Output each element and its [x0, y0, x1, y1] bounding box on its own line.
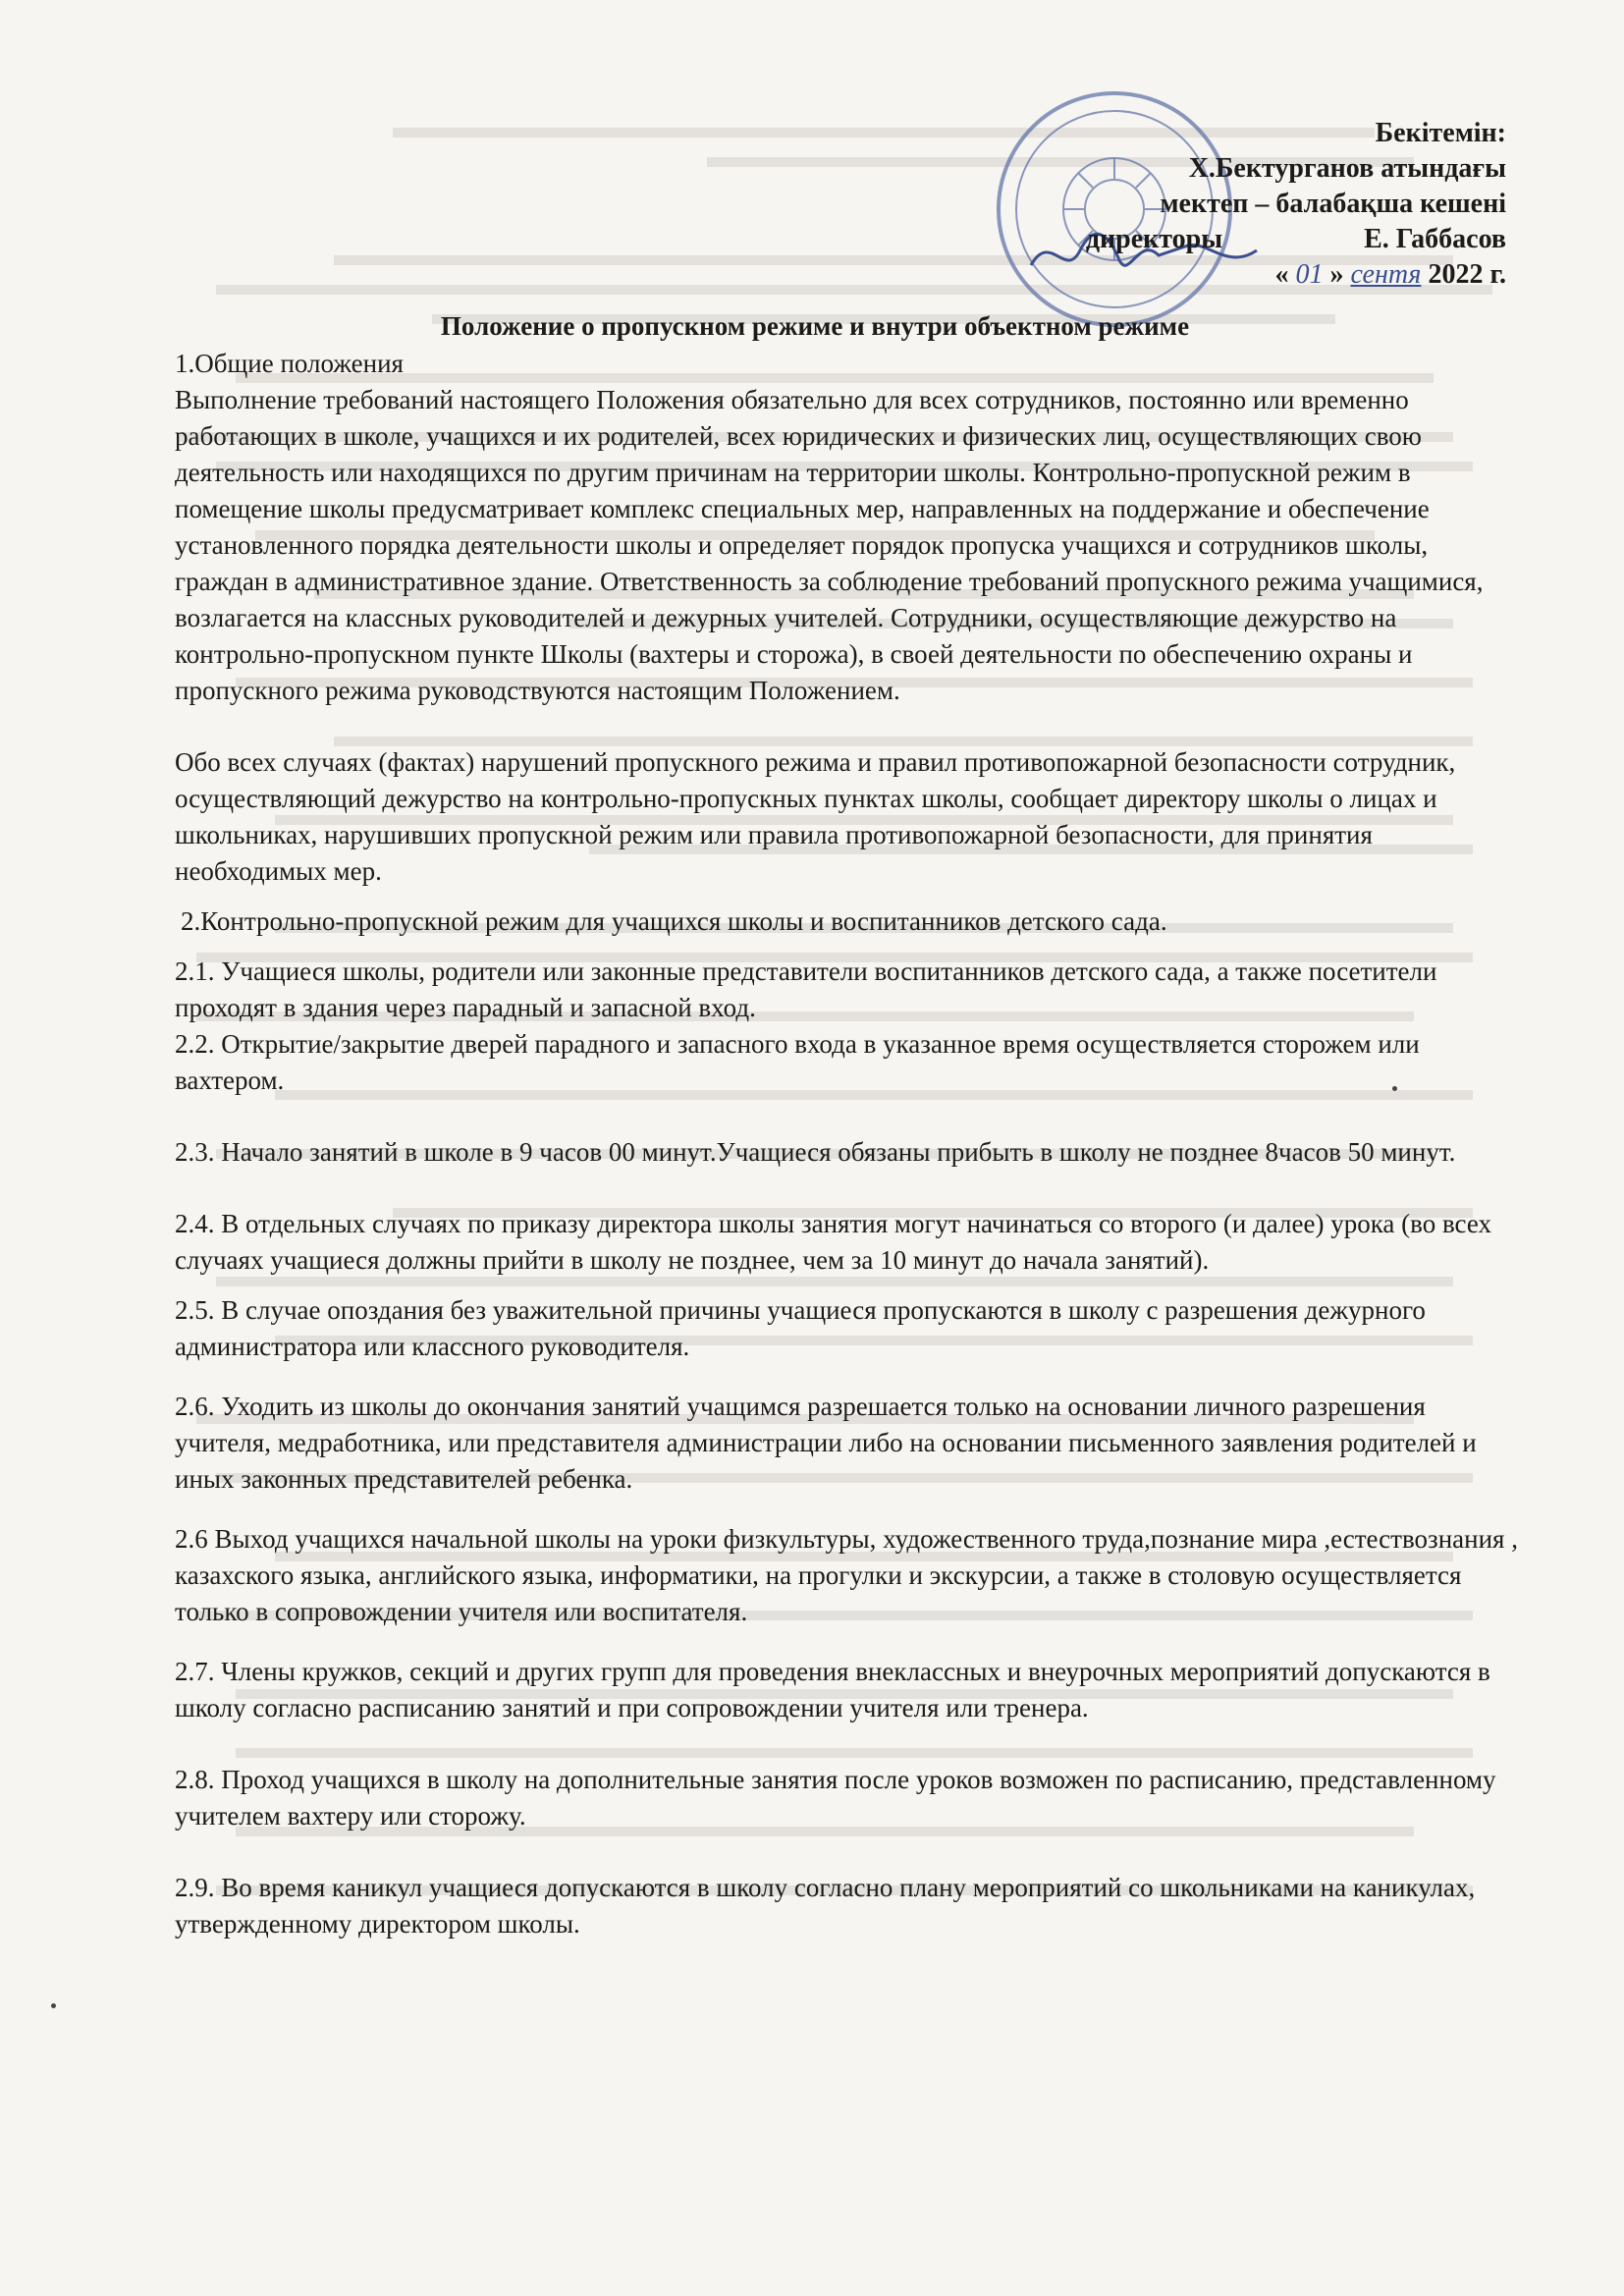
approval-director-line: [976, 222, 1506, 257]
section-2-item: 2.6. Уходить из школы до окончания занятий учащимся разрешается только на основании личного разрешения учителя, медработника, или представителя администрации либо на основании письменного заявления родителей и иных законных представителей ребенка.: [175, 1392, 1477, 1494]
document-title: Положение о пропускном режиме и внутри объектном режиме: [440, 311, 1190, 341]
approval-date-month: сентя: [1350, 259, 1422, 290]
section-2-item: 2.8. Проход учащихся в школу на дополнительные занятия после уроков возможен по расписанию, представленному учителем вахтеру или сторожу.: [175, 1765, 1496, 1831]
approval-school-name: Х.Бектурганов атындағы: [1188, 153, 1506, 184]
section-2-item: 2.6 Выход учащихся начальной школы на уроки физкультуры, художественного труда,познание мира ,естествознания , казахского языка, английского языка, информатики, на прогулки и экскурсии, а также в столовую осуществляется только в сопровождении учителя или воспитателя.: [175, 1524, 1518, 1626]
section-1-heading: 1.Общие положения: [175, 349, 404, 378]
approval-date-day: 01: [1295, 259, 1324, 290]
approval-block: [976, 116, 1506, 293]
section-2-item: 2.2. Открытие/закрытие дверей парадного и запасного входа в указанное время осуществляется сторожем или вахтером.: [175, 1029, 1420, 1095]
scan-speck: [51, 2003, 56, 2008]
section-2-item: 2.9. Во время каникул учащиеся допускаются в школу согласно плану мероприятий со школьниками на каникулах, утвержденному директором школы.: [175, 1873, 1476, 1939]
section-1-paragraph-1: Выполнение требований настоящего Положения обязательно для всех сотрудников, постоянно или временно работающих в школе, учащихся и их родителей, всех юридических и физических лиц, осуществляющих свою деятельность или находящихся по другим причинам на территории школы. Контрольно-пропускной режим в помещение школы предусматривает комплекс специальных мер, направленных на поддержание и обеспечение установленного порядка деятельности школы и определяет порядок пропуска учащихся и сотрудников школы, граждан в административное здание. Ответственность за соблюдение требований пропускного режима учащимися, возлагается на классных руководителей и дежурных учителей. Сотрудники, осуществляющие дежурство на контрольно-пропускном пункте Школы (вахтеры и сторожа), в своей деятельности по обеспечению охраны и пропускного режима руководствуются настоящим Положением.: [175, 385, 1484, 705]
document-body: [175, 346, 1520, 1942]
section-2-item: 2.3. Начало занятий в школе в 9 часов 00 минут.Учащиеся обязаны прибыть в школу не позднее 8часов 50 минут.: [175, 1137, 1456, 1167]
approval-director-label: директоры: [1085, 224, 1223, 254]
section-2-item: 2.4. В отдельных случаях по приказу директора школы занятия могут начинаться со второго (и далее) урока (во всех случаях учащиеся должны прийти в школу не позднее, чем за 10 минут до начала занятий).: [175, 1209, 1491, 1275]
approval-director-name: Е. Габбасов: [1364, 224, 1506, 254]
approval-date: [976, 257, 1506, 293]
approval-heading: Бекітемін:: [1375, 118, 1506, 148]
approval-date-open-quote: «: [1274, 259, 1289, 290]
section-1-paragraph-2: Обо всех случаях (фактах) нарушений пропускного режима и правил противопожарной безопасности сотрудник, осуществляющий дежурство на контрольно-пропускных пунктах школы, сообщает директору школы о лицах и школьниках, нарушивших пропускной режим или правила противопожарной безопасности, для принятия необходимых мер.: [175, 747, 1456, 886]
approval-complex-name: мектеп – балабақша кешені: [1160, 189, 1506, 219]
approval-date-year: 2022 г.: [1428, 259, 1506, 290]
scan-speck: [1392, 1086, 1397, 1091]
section-2-item: 2.1. Учащиеся школы, родители или законные представители воспитанников детского сада, а также посетители проходят в здания через парадный и запасной вход.: [175, 957, 1437, 1022]
section-2-heading: 2.Контрольно-пропускной режим для учащихся школы и воспитанников детского сада.: [181, 906, 1167, 936]
section-2-item: 2.5. В случае опоздания без уважительной причины учащиеся пропускаются в школу с разрешения дежурного администратора или классного руководителя.: [175, 1295, 1426, 1361]
approval-date-close-quote: »: [1329, 259, 1344, 290]
section-2-item: 2.7. Члены кружков, секций и других групп для проведения внеклассных и внеурочных мероприятий допускаются в школу согласно расписанию занятий и при сопровождении учителя или тренера.: [175, 1657, 1490, 1722]
